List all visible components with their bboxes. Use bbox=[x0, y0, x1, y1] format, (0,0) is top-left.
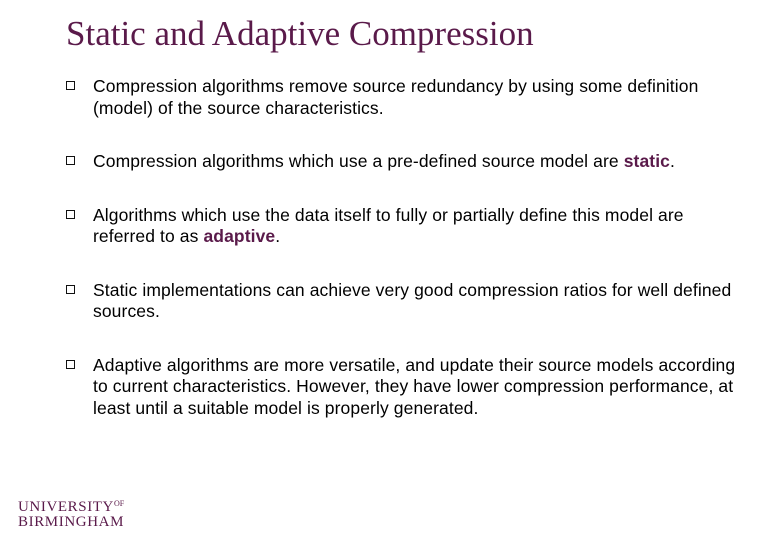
bullet-text: Adaptive algorithms are more versatile, and update their source models according to current characteristics. However, they have lower compression performance, at least until a suitable model is properly generated. bbox=[93, 354, 736, 418]
bullet-text: Static implementations can achieve very good compression ratios for well defined sources. bbox=[93, 279, 732, 321]
hollow-square-icon bbox=[66, 210, 75, 219]
bullet-item bbox=[66, 205, 746, 248]
hollow-square-icon bbox=[66, 285, 75, 294]
logo-line-university: $UNIVERSITY^{OF}$ bbox=[18, 499, 125, 515]
hollow-square-icon bbox=[66, 81, 75, 90]
hollow-square-icon bbox=[66, 156, 75, 165]
bullet-item bbox=[66, 280, 746, 323]
bullet-item bbox=[66, 76, 746, 119]
hollow-square-icon bbox=[66, 360, 75, 369]
bullet-text: Algorithms which use the data itself to fully or partially define this model are referred to as adaptive. bbox=[93, 204, 684, 246]
bullet-item bbox=[66, 355, 746, 420]
logo-line-birmingham: BIRMINGHAM bbox=[18, 514, 125, 530]
bullet-item bbox=[66, 151, 746, 173]
slide-title: Static and Adaptive Compression bbox=[66, 14, 534, 53]
bullet-list bbox=[66, 76, 746, 451]
bullet-text: Compression algorithms which use a pre-defined source model are static. bbox=[93, 151, 675, 171]
term-static: static bbox=[623, 151, 671, 171]
university-logo bbox=[18, 496, 124, 530]
bullet-text: Compression algorithms remove source redundancy by using some definition (model) of the source characteristics. bbox=[93, 76, 699, 118]
term-adaptive: adaptive bbox=[203, 226, 276, 246]
